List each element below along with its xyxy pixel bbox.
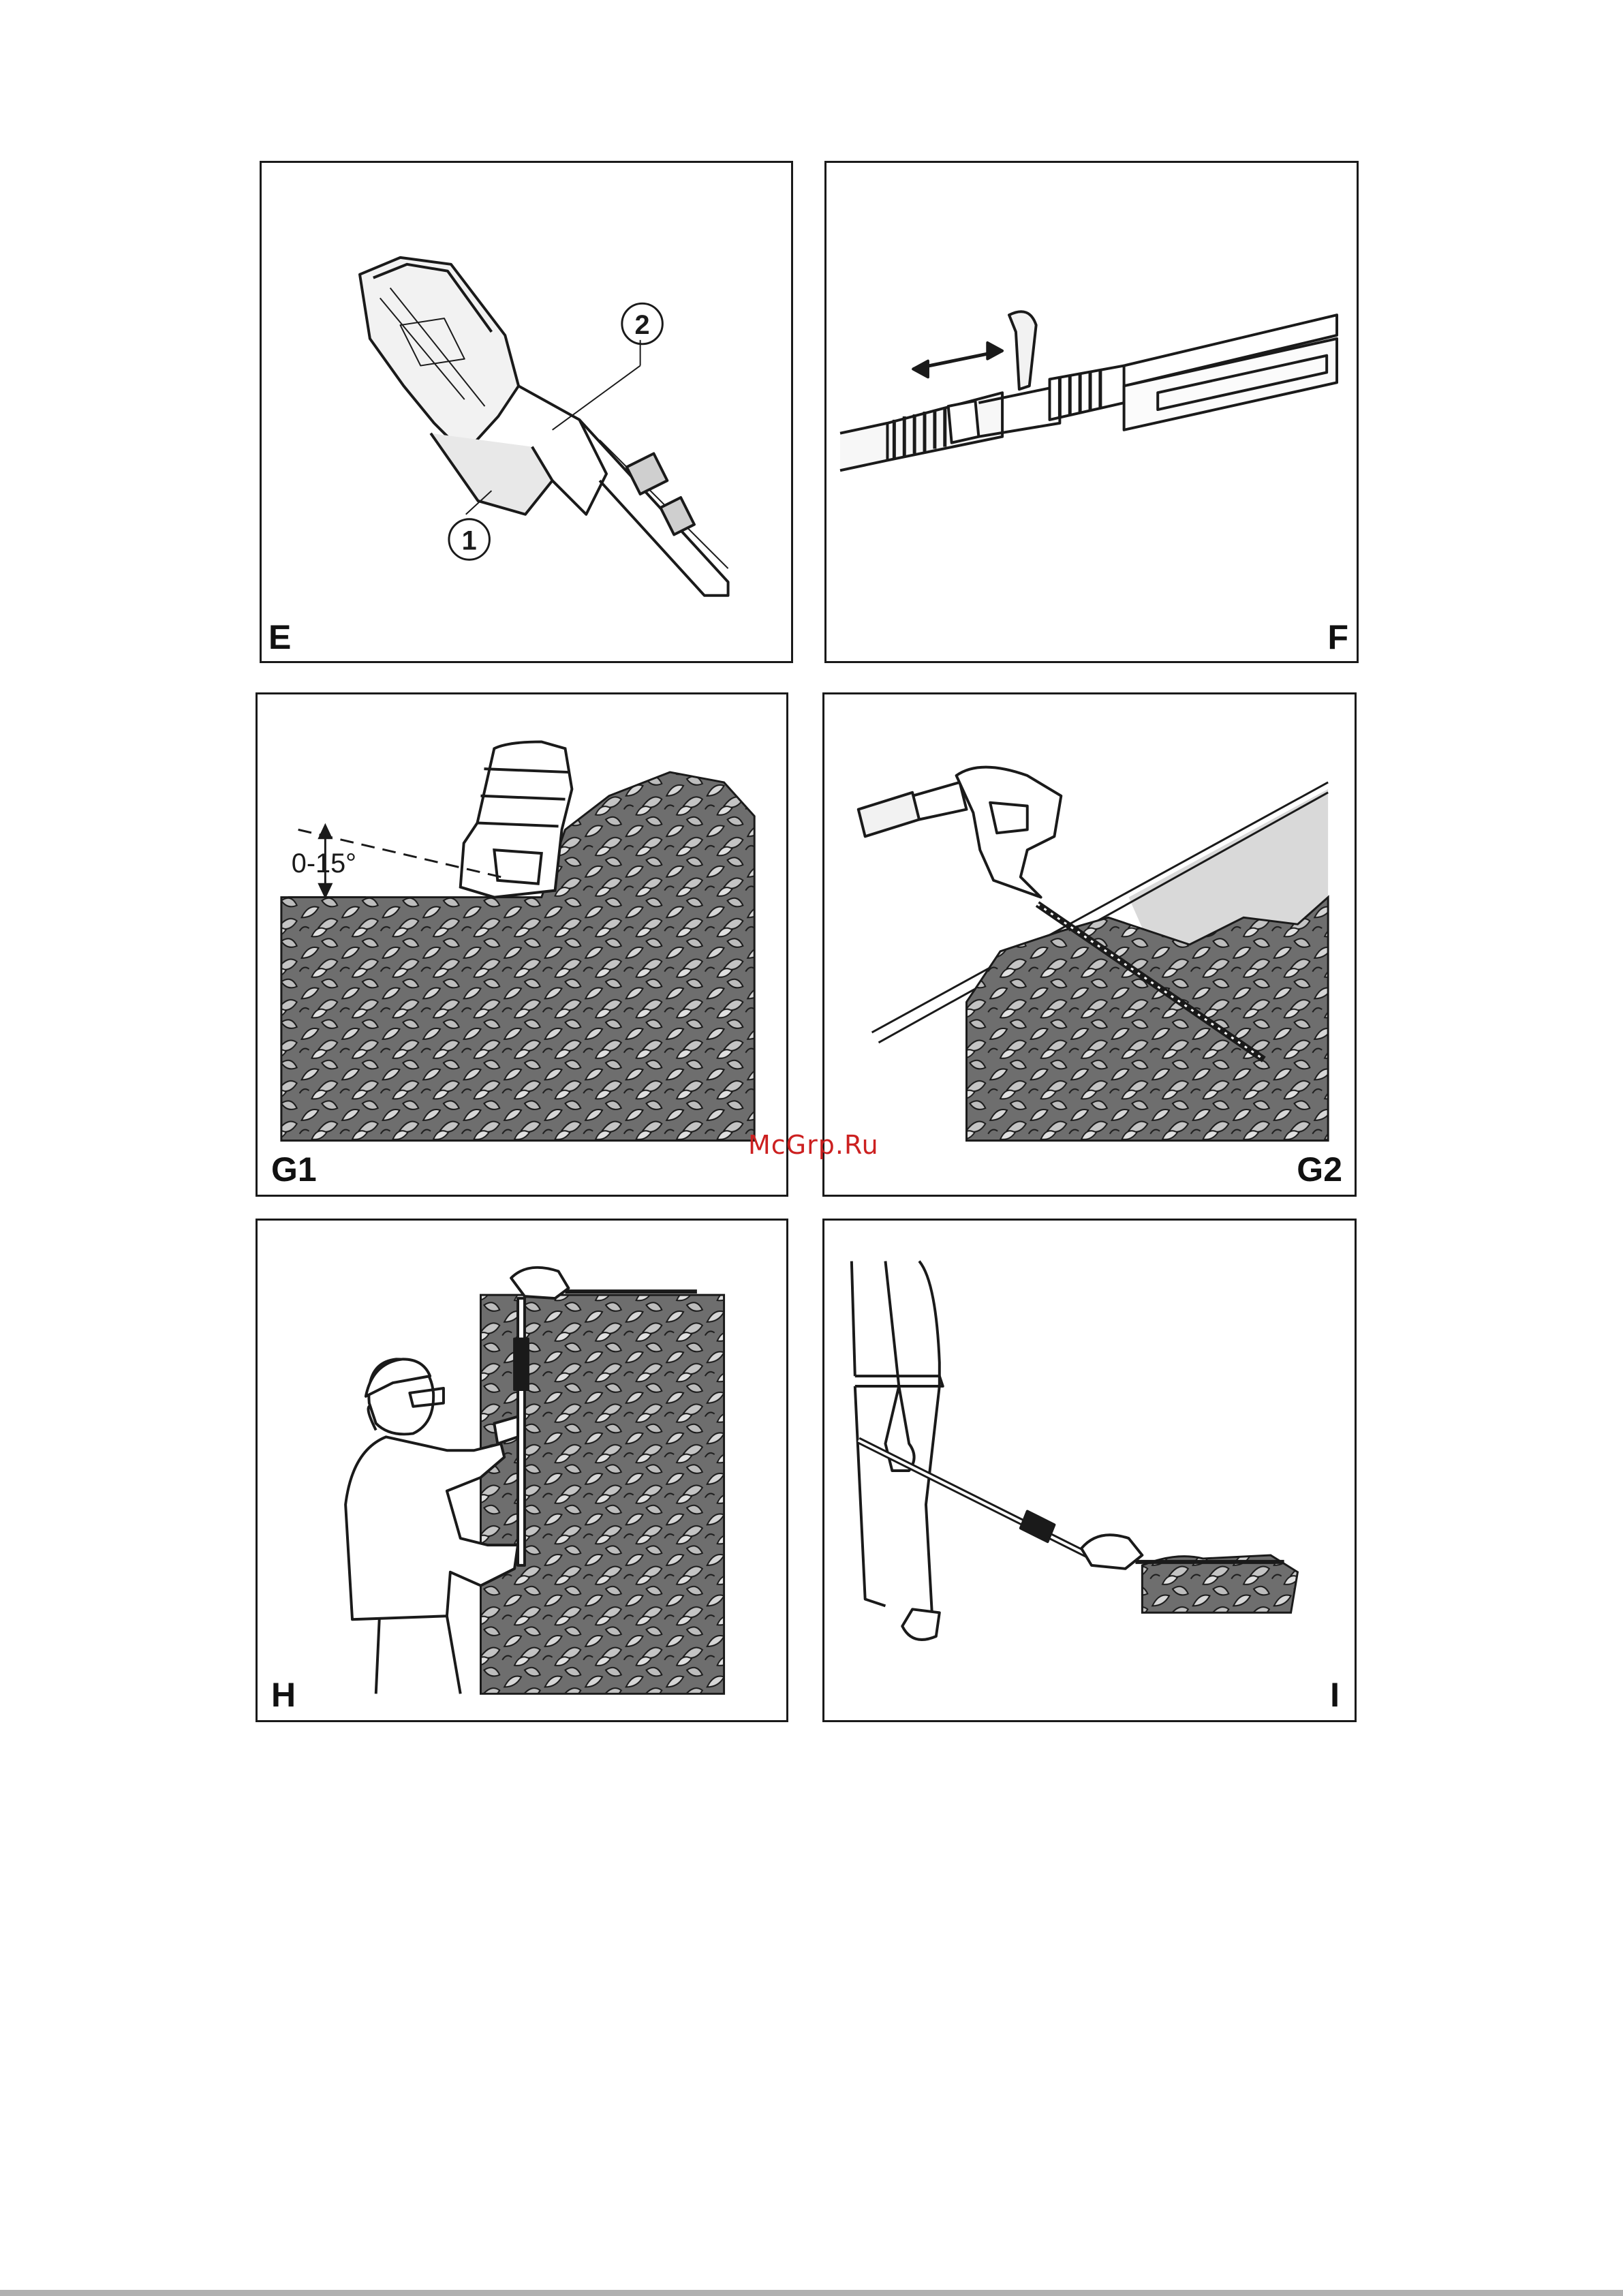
callout-2: 2	[634, 309, 650, 340]
hedge-side-cut-illustration	[824, 694, 1355, 1195]
panel-label-e: E	[268, 618, 292, 656]
low-trim-illustration	[824, 1221, 1355, 1720]
hedge-top-cut-illustration	[258, 694, 786, 1195]
handle-illustration	[262, 163, 791, 661]
panel-label-f: F	[1327, 618, 1348, 656]
watermark-text: McGrp.Ru	[748, 1130, 879, 1160]
figure-panel-i	[822, 1219, 1357, 1722]
figure-panel-e	[260, 161, 793, 663]
page-bottom-rule	[0, 2290, 1623, 2296]
angle-label: 0-15°	[291, 848, 356, 878]
figure-panel-h	[256, 1219, 788, 1722]
figure-panel-g1	[256, 692, 788, 1197]
panel-label-h: H	[271, 1676, 296, 1714]
panel-label-i: I	[1330, 1676, 1340, 1714]
vertical-trim-illustration	[258, 1221, 786, 1720]
panel-label-g2: G2	[1297, 1150, 1342, 1189]
panel-label-g1: G1	[271, 1150, 317, 1189]
telescopic-shaft-illustration	[826, 163, 1357, 661]
figure-panel-g2	[822, 692, 1357, 1197]
callout-1: 1	[461, 525, 477, 556]
figure-panel-f	[824, 161, 1359, 663]
